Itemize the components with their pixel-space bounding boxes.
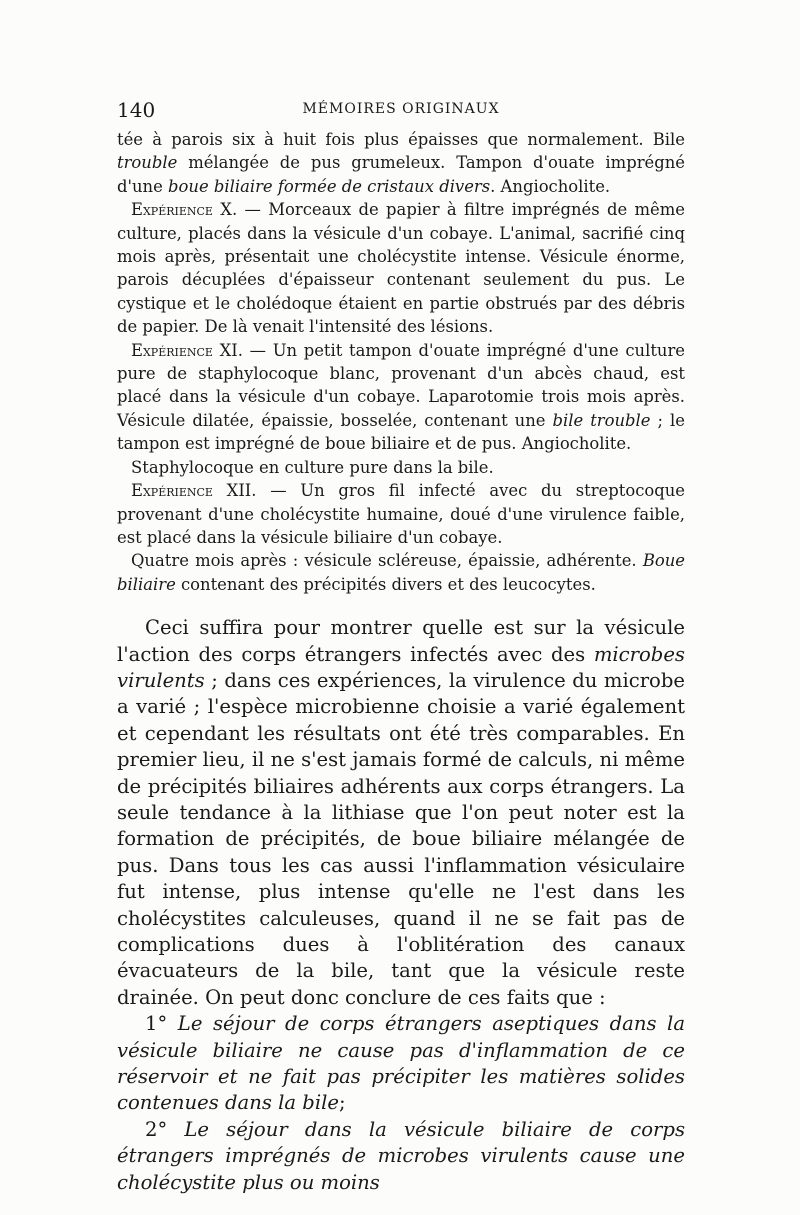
document-page [117,98,685,1196]
paragraph: Quatre mois après : vésicule scléreuse, épaissie, adhérente. Boue biliaire contenant des précipités divers et des leucocytes. [117,551,685,594]
experiment-xi: Expérience XI. — Un petit tampon d'ouate imprégné d'une culture pure de staphylocoque blanc, provenant d'un abcès chaud, est placé dans la vésicule d'un cobaye. Laparotomie trois mois après. Vésicule dilatée, épaissie, bosselée, contenant une bile trouble ; le tampon est imprégné de boue biliaire et de pus. Angiocholite. [117,340,685,454]
paragraph: Ceci suffira pour montrer quelle est sur la vésicule l'action des corps étrangers infectés avec des microbes virulents ; dans ces expériences, la virulence du microbe a varié ; l'espèce microbienne choisie a varié également et cependant les résultats ont été très comparables. En premier lieu, il ne s'est jamais formé de calculs, ni même de précipités biliaires adhérents aux corps étrangers. La seule tendance à la lithiase que l'on peut noter est la formation de précipités, de boue biliaire mélangée de pus. Dans tous les cas aussi l'inflammation vésiculaire fut intense, plus intense qu'elle ne l'est dans les cholécystites calculeuses, quand il ne se fait pas de complications dues à l'oblitération des canaux évacuateurs de la bile, tant que la vésicule reste drainée. On peut donc conclure de ces faits que : [117,616,685,1009]
experiment-x: Expérience X. — Morceaux de papier à filtre imprégnés de même culture, placés dans la vésicule d'un cobaye. L'animal, sacrifié cinq mois après, présentait une cholécystite intense. Vésicule énorme, parois décuplées d'épaisseur contenant seulement du pus. Le cystique et le cholédoque étaient en partie obstrués par des débris de papier. De là venait l'intensité des lésions. [117,200,686,337]
paragraph: tée à parois six à huit fois plus épaisses que normalement. Bile trouble mélangée de pus grumeleux. Tampon d'ouate imprégné d'une boue biliaire formée de cristaux divers. Angiocholite. [117,130,685,196]
paragraph: Staphylocoque en culture pure dans la bile. [131,457,494,477]
experiment-notes [117,128,685,596]
conclusion-1: 1° Le séjour de corps étrangers aseptiques dans la vésicule biliaire ne cause pas d'inflammation de ce réservoir et ne fait pas précipiter les matières solides contenues dans la bile; [117,1012,685,1115]
experiment-label: Expérience XII. [131,481,257,501]
experiment-label: Expérience X. [131,200,238,220]
experiment-label: Expérience XI. [131,340,243,360]
conclusion-2: 2° Le séjour dans la vésicule biliaire de corps étrangers imprégnés de microbes virulents cause une cholécystite plus ou moins [117,1117,685,1194]
page-number: 140 [117,98,156,122]
page-header [117,98,685,128]
experiment-xii: Expérience XII. — Un gros fil infecté avec du streptocoque provenant d'une cholécystite humaine, doué d'une virulence faible, est placé dans la vésicule biliaire d'un cobaye. [117,481,685,547]
running-title: MÉMOIRES ORIGINAUX [302,101,500,117]
main-text [117,615,685,1196]
